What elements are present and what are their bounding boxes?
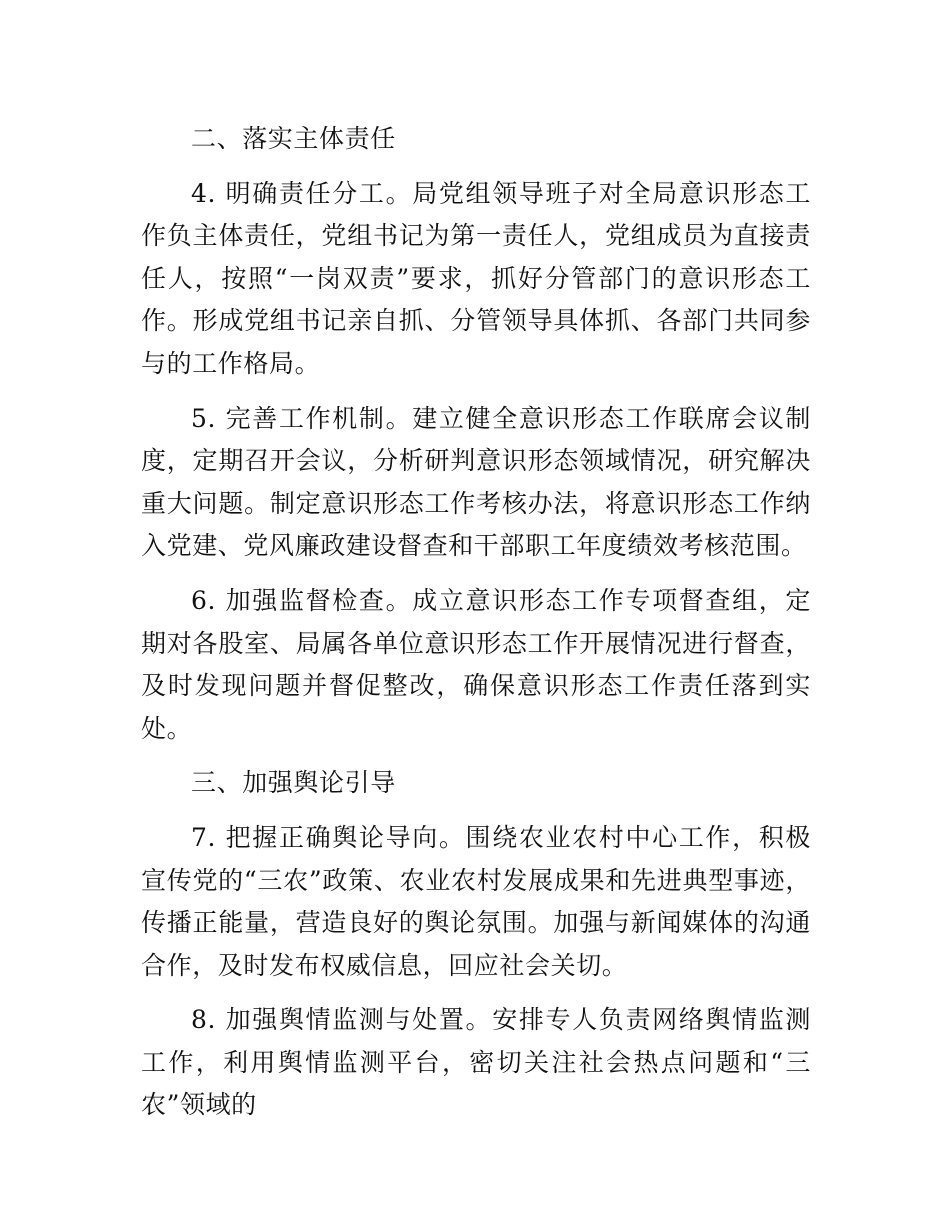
paragraph-7: 7. 把握正确舆论导向。围绕农业农村中心工作，积极宣传党的“三农”政策、农业农村发展成果和先进典型事迹，传播正能量，营造良好的舆论氛围。加强与新闻媒体的沟通合作，及时发布权威信息，回应社会关切。 bbox=[141, 822, 811, 980]
section-heading-3: 三、加强舆论引导 bbox=[191, 768, 396, 798]
spacer bbox=[141, 987, 811, 999]
spacer bbox=[141, 386, 811, 398]
paragraph-6: 6. 加强监督检查。成立意识形态工作专项督查组，定期对各股室、局属各单位意识形态工作开展情况进行督查，及时发现问题并督促整改，确保意识形态工作责任落到实处。 bbox=[141, 585, 811, 743]
spacer bbox=[141, 568, 811, 580]
section-heading-2: 二、落实主体责任 bbox=[191, 124, 396, 153]
spacer bbox=[141, 750, 811, 762]
spacer bbox=[141, 161, 811, 173]
paragraph-5: 5. 完善工作机制。建立健全意识形态工作联席会议制度，定期召开会议，分析研判意识形态领域情况，研究解决重大问题。制定意识形态工作考核办法，将意识形态工作纳入党建、党风廉政建设督查和干部职工年度绩效考核范围。 bbox=[141, 403, 811, 561]
paragraph-8: 8. 加强舆情监测与处置。安排专人负责网络舆情监测工作，利用舆情监测平台，密切关注社会热点问题和“三农”领域的 bbox=[141, 1005, 811, 1120]
paragraph-4: 4. 明确责任分工。局党组领导班子对全局意识形态工作负主体责任，党组书记为第一责任人，党组成员为直接责任人，按照“一岗双责”要求，抓好分管部门的意识形态工作。形成党组书记亲自抓、分管领导具体抓、各部门共同参与的工作格局。 bbox=[141, 178, 811, 378]
document-body bbox=[141, 118, 811, 1127]
spacer bbox=[141, 805, 811, 817]
